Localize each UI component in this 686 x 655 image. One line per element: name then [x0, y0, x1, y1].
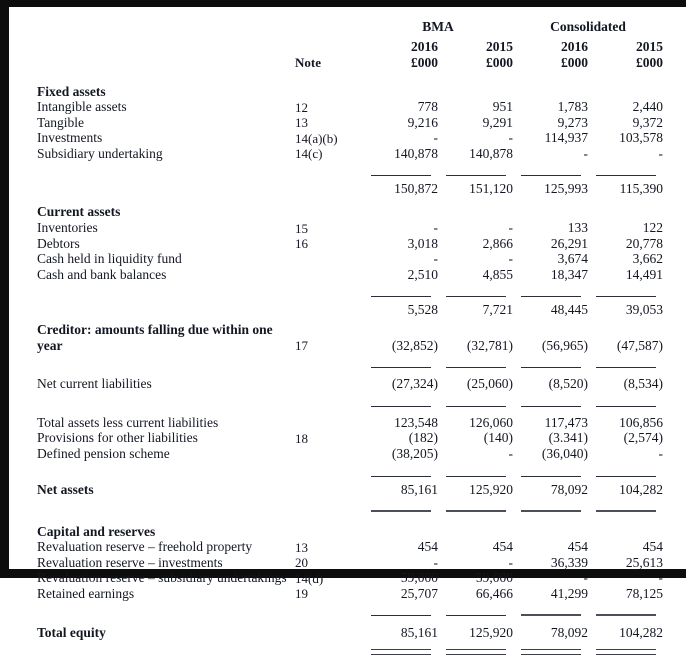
row-label: Cash and bank balances: [37, 266, 167, 282]
subtotal-bma-2015: 151,120: [469, 181, 513, 197]
row-label: Cash held in liquidity fund: [37, 251, 182, 267]
total-equity-bma-2016: 85,161: [400, 624, 438, 640]
table-row: [37, 250, 663, 266]
row-value-cons-2015: -: [658, 446, 663, 461]
row-value-bma-2016: 140,878: [394, 145, 438, 161]
row-value-cons-2016: 36,339: [550, 554, 588, 570]
row-value-cons-2016: 3,674: [557, 251, 588, 267]
rule-cell: [513, 398, 588, 407]
row-value-bma-2015: 59,000: [475, 570, 513, 586]
row-value-bma-2015: 126,060: [469, 414, 513, 430]
subtotal-rule-current-assets: [37, 288, 663, 297]
row-value-cons-2016: (36,040): [541, 446, 588, 461]
row-value-bma-2016: 2,510: [407, 266, 438, 282]
row-value-cons-2016: 26,291: [550, 235, 588, 251]
header-unit-bma-2015: £000: [486, 54, 513, 70]
table-row: [37, 129, 663, 145]
table-row: [37, 569, 663, 585]
net-assets-row: [37, 481, 663, 497]
rule-cell: [513, 503, 588, 512]
total-rule-net-assets: [37, 503, 663, 512]
subtotal-rule-total-equity: [37, 607, 663, 616]
net-assets-cons-2016: 78,092: [550, 481, 588, 497]
row-note: [295, 266, 363, 282]
rule-cell: [438, 288, 513, 297]
row-value-bma-2015: -: [508, 251, 513, 267]
header-year-cons-2016: 2016: [561, 38, 588, 54]
total-equity-label: Total equity: [37, 624, 106, 640]
row-label: Tangible: [37, 114, 85, 130]
row-value-cons-2015: 3,662: [632, 251, 663, 267]
row-note: [295, 414, 363, 430]
rule-cell: [513, 167, 588, 176]
row-value-cons-2015: 20,778: [625, 235, 663, 251]
row-note: 15: [295, 220, 308, 236]
header-unit-bma-2016: £000: [411, 54, 438, 70]
rule-cell: [438, 398, 513, 407]
rule-cell: [438, 167, 513, 176]
total-equity-row: [37, 623, 663, 639]
creditor-value-bma-2016: (32,852): [391, 337, 438, 353]
total-equity-bma-2015: 125,920: [469, 624, 513, 640]
net-assets-cons-2015: 104,282: [619, 481, 663, 497]
grand-total-rule: [371, 649, 431, 655]
row-value-bma-2016: 59,000: [400, 570, 438, 586]
row-label: Defined pension scheme: [37, 446, 170, 461]
rule-cell: [363, 359, 438, 368]
subtotal-row-current-assets: [37, 301, 663, 317]
rule-cell: [588, 167, 663, 176]
rule-cell: [438, 607, 513, 616]
section-title-text: Fixed assets: [37, 83, 106, 99]
row-value-cons-2015: -: [658, 570, 663, 586]
subtotal-bma-2015: 7,721: [482, 302, 513, 318]
row-value-cons-2016: (3.341): [548, 430, 588, 446]
rule-cell: [588, 503, 663, 512]
row-value-bma-2016: (182): [408, 430, 438, 446]
row-value-bma-2015: 454: [492, 539, 513, 555]
row-label: Revaluation reserve – subsidiary undertakings: [37, 570, 287, 586]
net-assets-bma-2016: 85,161: [400, 481, 438, 497]
rule-cell: [363, 468, 438, 477]
table-header-units: [37, 53, 663, 69]
row-note: 12: [295, 99, 308, 115]
subtotal-rule-net-assets: [37, 468, 663, 477]
creditor-label-line2: year: [37, 337, 63, 353]
row-value-cons-2016: -: [583, 145, 588, 161]
row-value-cons-2015: (2,574): [623, 430, 663, 446]
row-note: 16: [295, 236, 308, 252]
row-value-cons-2015: 103,578: [619, 130, 663, 146]
rule-cell: [513, 646, 588, 655]
row-label: Subsidiary undertaking: [37, 145, 163, 161]
header-unit-cons-2015: £000: [636, 54, 663, 70]
row-value-bma-2015: (25,060): [466, 376, 513, 392]
row-label: Total assets less current liabilities: [37, 414, 219, 430]
header-unit-cons-2016: £000: [561, 54, 588, 70]
creditor-note: 17: [295, 338, 308, 354]
grand-total-rule: [521, 649, 581, 655]
subtotal-cons-2015: 39,053: [625, 302, 663, 318]
rule-cell: [588, 607, 663, 616]
rule-cell: [513, 468, 588, 477]
row-value-bma-2015: -: [508, 554, 513, 570]
row-value-cons-2015: -: [658, 145, 663, 161]
subtotal-bma-2016: 150,872: [394, 181, 438, 197]
table-row: [37, 114, 663, 130]
header-year-bma-2016: 2016: [411, 38, 438, 54]
rule-cell: [438, 503, 513, 512]
row-value-bma-2015: 951: [492, 99, 513, 115]
row-label: Net current liabilities: [37, 376, 152, 392]
section-title-text: Capital and reserves: [37, 523, 156, 539]
row-value-bma-2016: 3,018: [407, 235, 438, 251]
section-title-capital-and-reserves: [37, 522, 663, 538]
row-value-bma-2016: 454: [417, 539, 438, 555]
row-value-bma-2015: 9,291: [482, 114, 513, 130]
rule-cell: [438, 468, 513, 477]
row-note: 13: [295, 539, 308, 555]
row-value-cons-2015: 106,856: [619, 414, 663, 430]
rule-cell: [363, 503, 438, 512]
table-row: [37, 538, 663, 554]
row-value-cons-2015: 2,440: [632, 99, 663, 115]
row-value-cons-2016: (8,520): [548, 376, 588, 392]
rule-cell: [513, 359, 588, 368]
grand-total-rule: [596, 649, 656, 655]
row-value-bma-2016: 123,548: [394, 414, 438, 430]
row-note: 13: [295, 115, 308, 131]
row-value-bma-2016: -: [433, 251, 438, 267]
balance-sheet-table: [37, 17, 663, 655]
row-value-cons-2016: -: [583, 570, 588, 586]
subtotal-cons-2016: 48,445: [550, 302, 588, 318]
row-value-bma-2016: -: [433, 220, 438, 236]
header-spacer: [37, 17, 295, 33]
row-value-cons-2016: 454: [567, 539, 588, 555]
row-value-cons-2015: 25,613: [625, 554, 663, 570]
rule-cell: [363, 167, 438, 176]
row-value-cons-2015: (8,534): [623, 376, 663, 392]
subtotal-rule-net-current-liabilities: [37, 359, 663, 368]
rule-cell: [513, 607, 588, 616]
rule-cell: [588, 468, 663, 477]
rule-cell: [588, 398, 663, 407]
row-label: Provisions for other liabilities: [37, 430, 198, 446]
row-value-bma-2016: 25,707: [400, 585, 438, 601]
row-note: 19: [295, 586, 308, 602]
row-value-bma-2016: -: [433, 130, 438, 146]
table-row: [37, 429, 663, 445]
rule-cell: [438, 359, 513, 368]
grand-total-rule: [446, 649, 506, 655]
rule-cell: [363, 646, 438, 655]
header-spacer-2: [37, 37, 295, 53]
net-assets-label: Net assets: [37, 481, 94, 497]
row-value-cons-2015: 454: [642, 539, 663, 555]
table-row: [37, 414, 663, 430]
subtotal-cons-2015: 115,390: [619, 181, 663, 197]
creditor-row-line2: [37, 337, 663, 353]
net-current-liabilities-row: [37, 375, 663, 391]
row-value-cons-2016: 18,347: [550, 266, 588, 282]
subtotal-rule-total-assets: [37, 398, 663, 407]
balance-sheet-content: [9, 7, 686, 640]
row-value-bma-2016: 778: [417, 99, 438, 115]
table-row: [37, 145, 663, 161]
rule-cell: [588, 359, 663, 368]
row-value-cons-2016: 41,299: [550, 585, 588, 601]
creditor-value-cons-2015: (47,587): [616, 337, 663, 353]
rule-cell: [363, 398, 438, 407]
table-row: [37, 445, 663, 461]
subtotal-row-fixed-assets: [37, 180, 663, 196]
column-group-bma: BMA: [422, 18, 454, 34]
net-assets-bma-2015: 125,920: [469, 481, 513, 497]
table-row: [37, 585, 663, 601]
rule-cell: [363, 288, 438, 297]
header-note-label: Note: [295, 55, 321, 70]
row-note: 14(c): [295, 146, 323, 162]
row-label: Retained earnings: [37, 585, 135, 601]
double-rule-total-equity: [37, 646, 663, 655]
section-title-text: Current assets: [37, 204, 121, 220]
rule-cell: [363, 607, 438, 616]
subtotal-cons-2016: 125,993: [544, 181, 588, 197]
table-row: [37, 554, 663, 570]
row-note: 14(a)(b): [295, 130, 338, 146]
row-value-cons-2016: 9,273: [557, 114, 588, 130]
table-row: [37, 235, 663, 251]
row-value-bma-2015: (140): [483, 430, 513, 446]
row-value-bma-2016: (38,205): [391, 446, 438, 461]
header-spacer-note: [295, 17, 363, 33]
table-row: [37, 266, 663, 282]
section-title-current-assets: [37, 203, 663, 219]
total-equity-cons-2015: 104,282: [619, 624, 663, 640]
header-year-bma-2015: 2015: [486, 38, 513, 54]
header-spacer-note-2: [295, 37, 363, 53]
row-note: 18: [295, 430, 308, 446]
total-equity-cons-2016: 78,092: [550, 624, 588, 640]
table-header-years: [37, 37, 663, 53]
row-note: 14(d): [295, 570, 324, 586]
row-note: [295, 445, 363, 461]
row-label: Intangible assets: [37, 99, 127, 115]
row-value-bma-2016: -: [433, 554, 438, 570]
row-value-bma-2015: 140,878: [469, 145, 513, 161]
row-label: Investments: [37, 130, 103, 146]
row-value-cons-2016: 133: [567, 220, 588, 236]
subtotal-bma-2016: 5,528: [407, 302, 438, 318]
row-value-cons-2016: 1,783: [557, 99, 588, 115]
row-label: Debtors: [37, 235, 80, 251]
rule-cell: [588, 288, 663, 297]
rule-cell: [588, 646, 663, 655]
row-note: 20: [295, 555, 308, 571]
creditor-row-line1: [37, 321, 663, 337]
row-value-bma-2015: -: [508, 220, 513, 236]
creditor-value-cons-2016: (56,965): [541, 337, 588, 353]
row-value-bma-2016: 9,216: [407, 114, 438, 130]
row-value-bma-2015: -: [508, 446, 513, 461]
row-value-cons-2016: 117,473: [544, 414, 588, 430]
creditor-value-bma-2015: (32,781): [466, 337, 513, 353]
table-header-groups: [37, 17, 663, 33]
row-label: Revaluation reserve – freehold property: [37, 539, 253, 555]
row-value-bma-2015: 4,855: [482, 266, 513, 282]
rule-cell: [513, 288, 588, 297]
row-value-cons-2016: 114,937: [544, 130, 588, 146]
row-label: Inventories: [37, 220, 98, 236]
rule-cell: [438, 646, 513, 655]
table-row: [37, 219, 663, 235]
creditor-label-line1: Creditor: amounts falling due within one: [37, 322, 273, 338]
subtotal-rule-fixed-assets: [37, 167, 663, 176]
row-value-cons-2015: 78,125: [625, 585, 663, 601]
header-year-cons-2015: 2015: [636, 38, 663, 54]
row-value-cons-2015: 9,372: [632, 114, 663, 130]
header-spacer-3: [37, 53, 295, 69]
row-note: [295, 250, 363, 266]
column-group-consolidated: Consolidated: [550, 18, 626, 34]
row-value-cons-2015: 14,491: [625, 266, 663, 282]
table-row: [37, 98, 663, 114]
row-value-bma-2016: (27,324): [391, 376, 438, 392]
section-title-fixed-assets: [37, 82, 663, 98]
row-value-bma-2015: 66,466: [475, 585, 513, 601]
row-value-cons-2015: 122: [642, 220, 663, 236]
row-label: Revaluation reserve – investments: [37, 554, 223, 570]
row-value-bma-2015: 2,866: [482, 235, 513, 251]
row-value-bma-2015: -: [508, 130, 513, 146]
